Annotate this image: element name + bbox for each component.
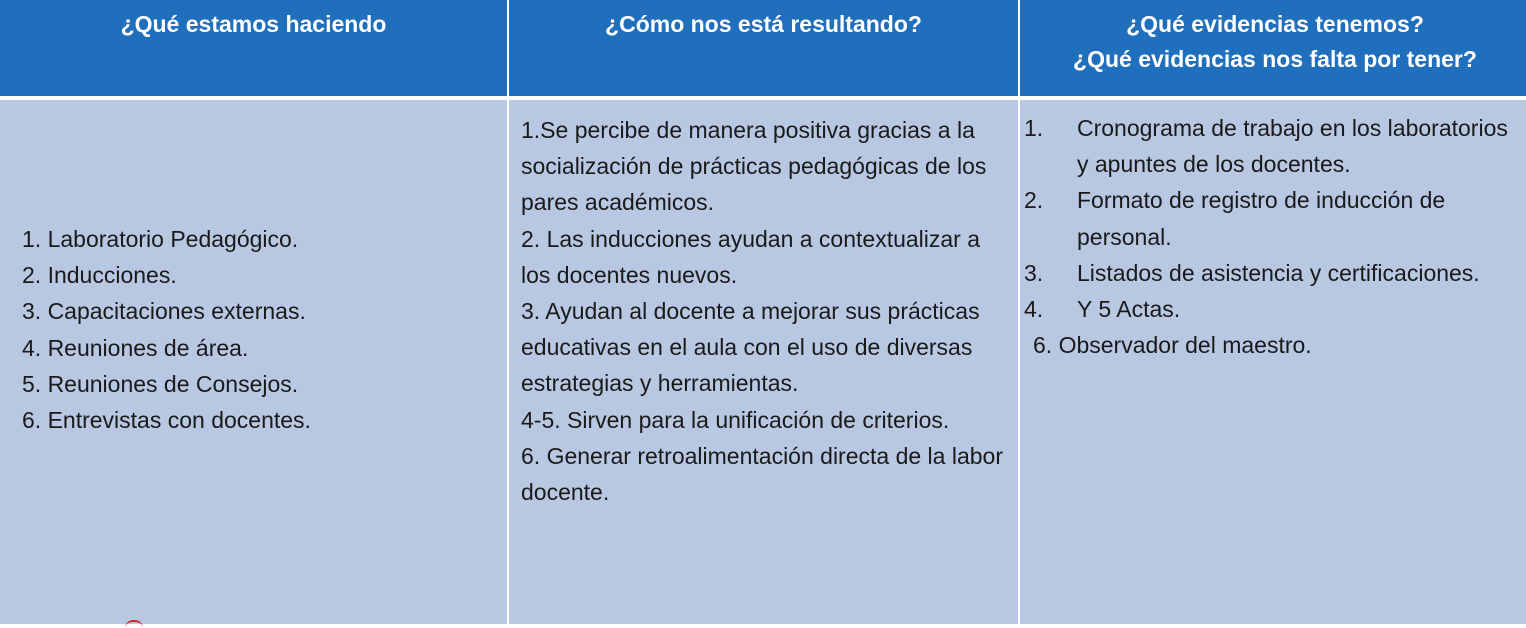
list-item: 2. Las inducciones ayudan a contextualizar a los docentes nuevos. bbox=[521, 225, 981, 288]
item-number: 3. bbox=[1024, 259, 1044, 286]
item-number: 2. bbox=[1024, 187, 1044, 214]
list-item: 6. Entrevistas con docentes. bbox=[22, 407, 311, 434]
list-item: 4-5. Sirven para la unificación de criterios. bbox=[521, 406, 950, 433]
header-cell-results bbox=[509, 0, 1018, 100]
header-line: ¿Qué evidencias tenemos? bbox=[1126, 11, 1424, 37]
header-line: ¿Qué estamos haciendo bbox=[120, 11, 387, 37]
header-cell-evidence bbox=[1020, 0, 1526, 100]
body-cell-results bbox=[509, 100, 1018, 624]
list-item: 3. Ayudan al docente a mejorar sus prácticas educativas en el aula con el uso de diversas estrategias y herramientas. bbox=[521, 298, 980, 397]
body-cell-evidence bbox=[1020, 100, 1526, 624]
list-item: 6. Generar retroalimentación directa de la labor docente. bbox=[521, 442, 1003, 506]
list-item: 1.Se percibe de manera positiva gracias a la socialización de prácticas pedagógicas de los pares académicos. bbox=[521, 117, 987, 216]
item-text: Listados de asistencia y certificaciones. bbox=[1077, 259, 1480, 286]
item-number: 4. bbox=[1024, 296, 1044, 323]
list-item: 4. Reuniones de área. bbox=[22, 334, 249, 361]
item-text: Cronograma de trabajo en los laboratorios y apuntes de los docentes. bbox=[1077, 115, 1508, 178]
item-text: Formato de registro de inducción de personal. bbox=[1077, 187, 1446, 250]
header-line: ¿Qué evidencias nos falta por tener? bbox=[1073, 46, 1477, 72]
item-text: Y 5 Actas. bbox=[1077, 296, 1181, 323]
list-item: 5. Reuniones de Consejos. bbox=[22, 370, 299, 397]
list-item: 3. Capacitaciones externas. bbox=[22, 298, 306, 325]
header-cell-doing bbox=[0, 0, 507, 100]
list-item: 1. Laboratorio Pedagógico. bbox=[22, 226, 299, 252]
list-item: 2. Inducciones. bbox=[22, 262, 177, 289]
list-item bbox=[1024, 182, 1520, 254]
header-line: ¿Cómo nos está resultando? bbox=[605, 11, 922, 37]
body-cell-doing bbox=[0, 100, 507, 624]
list-item bbox=[1024, 291, 1520, 327]
list-item bbox=[1024, 255, 1520, 291]
list-item bbox=[1024, 110, 1520, 182]
list-item: 6. Observador del maestro. bbox=[1033, 332, 1312, 359]
red-mark-decoration bbox=[125, 620, 143, 628]
item-number: 1. bbox=[1024, 115, 1044, 141]
